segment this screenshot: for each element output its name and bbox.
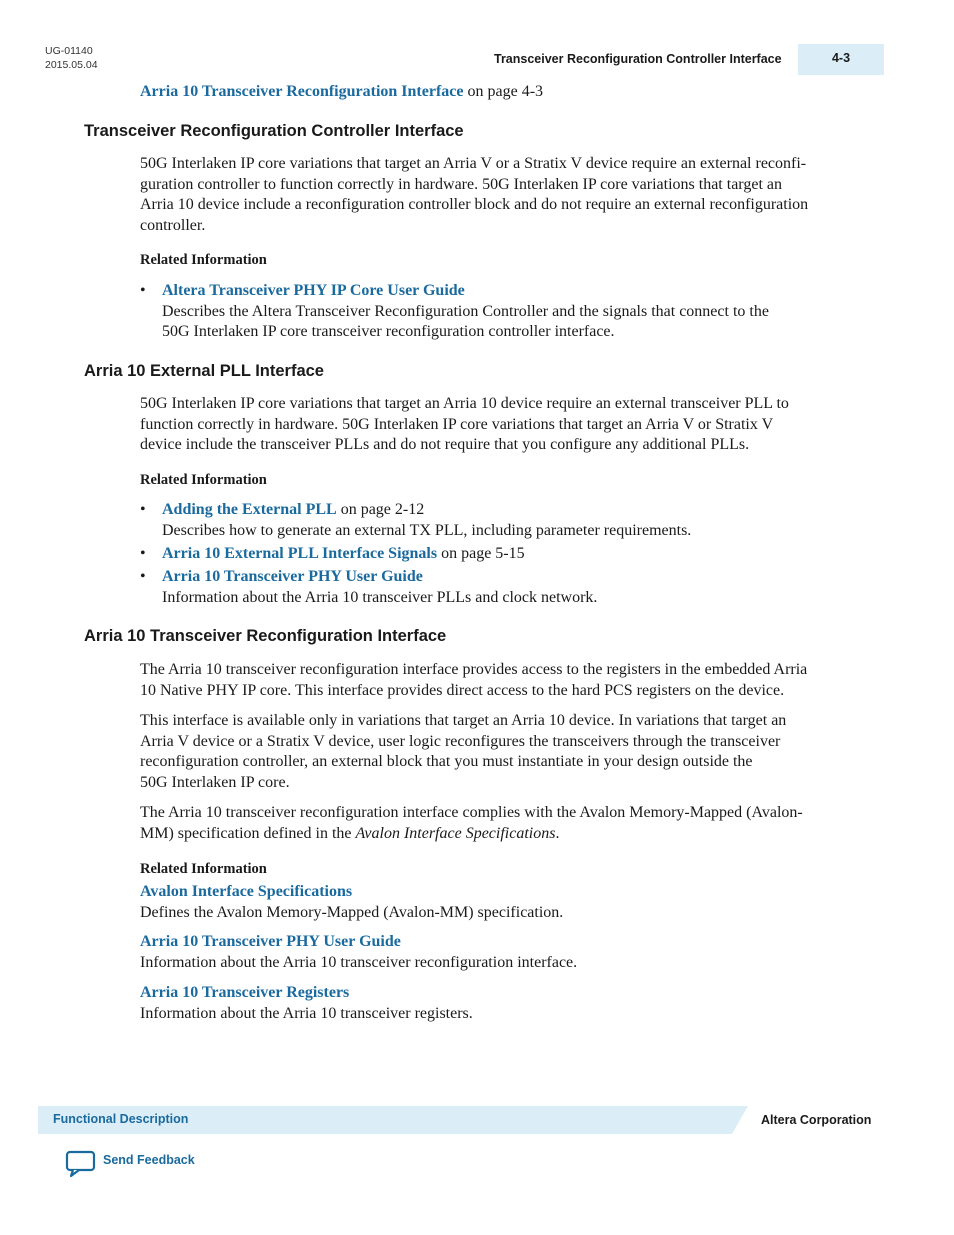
bullet-dot: • [140,501,146,518]
page-number: 4-3 [798,44,884,75]
related-item: Avalon Interface Specifications Defines the Avalon Memory-Mapped (Avalon-MM) specification. [140,883,564,921]
section3-para3: The Arria 10 transceiver reconfiguration interface complies with the Avalon Memory-Mapped (Avalon- MM) specification defined in the Avalon Interface Specifications. [140,804,803,842]
related-information-label: Related Information [140,252,267,268]
section1-body: 50G Interlaken IP core variations that target an Arria V or a Stratix V device require an external reconfi- guration controller to function correctly in hardware. 50G Interlaken IP core variations that target an Arria 10 device include a reconfiguration controller block and do not require an external reconfiguration controller. [140,155,809,234]
link-arria10-phy-user-guide-2[interactable]: Arria 10 Transceiver PHY User Guide [140,933,401,950]
link-arria10-transceiver-registers[interactable]: Arria 10 Transceiver Registers [140,984,350,1001]
speech-bubble-icon [65,1150,97,1178]
related-information-label: Related Information [140,472,267,488]
link-arria10-reconfig-interface[interactable]: Arria 10 Transceiver Reconfiguration Interface [140,83,464,100]
bullet-dot: • [140,282,146,299]
list-item: • Arria 10 External PLL Interface Signals on page 5-15 [140,544,865,565]
doc-id: UG-01140 [45,45,93,57]
send-feedback-label: Send Feedback [103,1153,195,1167]
list-item: • Adding the External PLL on page 2-12 Describes how to generate an external TX PLL, including parameter requirements. [140,501,692,539]
section-heading-reconfig-interface: Arria 10 Transceiver Reconfiguration Interface [84,627,447,645]
doc-meta [45,44,98,72]
link-adding-external-pll[interactable]: Adding the External PLL [162,501,337,518]
related-item: Arria 10 Transceiver PHY User Guide Information about the Arria 10 transceiver reconfiguration interface. [140,933,578,971]
bullet-dot: • [140,568,146,585]
footer-company: Altera Corporation [761,1113,872,1127]
section3-para1: The Arria 10 transceiver reconfiguration interface provides access to the registers in the embedded Arria 10 Native PHY IP core. This interface provides direct access to the hard PCS registers on the device. [140,661,808,699]
section3-para2: This interface is available only in variations that target an Arria 10 device. In variations that target an Arria V device or a Stratix V device, user logic reconfigures the transceivers through the transceiver reconfiguration controller, an external block that you must instantiate in your design outside the 50G Interlaken IP core. [140,712,787,791]
related-item: Arria 10 Transceiver Registers Information about the Arria 10 transceiver registers. [140,984,473,1022]
related-information-label: Related Information [140,861,267,877]
section-heading-reconfig-controller: Transceiver Reconfiguration Controller Interface [84,122,464,140]
link-external-pll-signals[interactable]: Arria 10 External PLL Interface Signals [162,545,438,562]
link-altera-phy-ip-user-guide[interactable]: Altera Transceiver PHY IP Core User Guide [162,282,465,299]
doc-date: 2015.05.04 [45,59,98,71]
footer-section-link[interactable]: Functional Description [53,1112,189,1126]
list-item: • Altera Transceiver PHY IP Core User Guide Describes the Altera Transceiver Reconfiguration Controller and the signals that connect to the 50G Interlaken IP core transceiver reconfiguration controller interface. [140,282,769,341]
running-title: Transceiver Reconfiguration Controller Interface [494,52,782,66]
link-avalon-interface-specs[interactable]: Avalon Interface Specifications [140,883,353,900]
section-heading-external-pll: Arria 10 External PLL Interface [84,362,324,380]
section2-body: 50G Interlaken IP core variations that target an Arria 10 device require an external transceiver PLL to function correctly in hardware. 50G Interlaken IP core variations that target an Arria V or Stratix V device include the transceiver PLLs and do not require that you configure any additional PLLs. [140,395,789,454]
top-reference: Arria 10 Transceiver Reconfiguration Interface on page 4-3 [140,83,544,100]
link-arria10-phy-user-guide[interactable]: Arria 10 Transceiver PHY User Guide [162,568,423,585]
cited-document-title: Avalon Interface Specifications [355,824,556,842]
bullet-dot: • [140,545,146,562]
list-item: • Arria 10 Transceiver PHY User Guide Information about the Arria 10 transceiver PLLs and clock network. [140,568,598,606]
